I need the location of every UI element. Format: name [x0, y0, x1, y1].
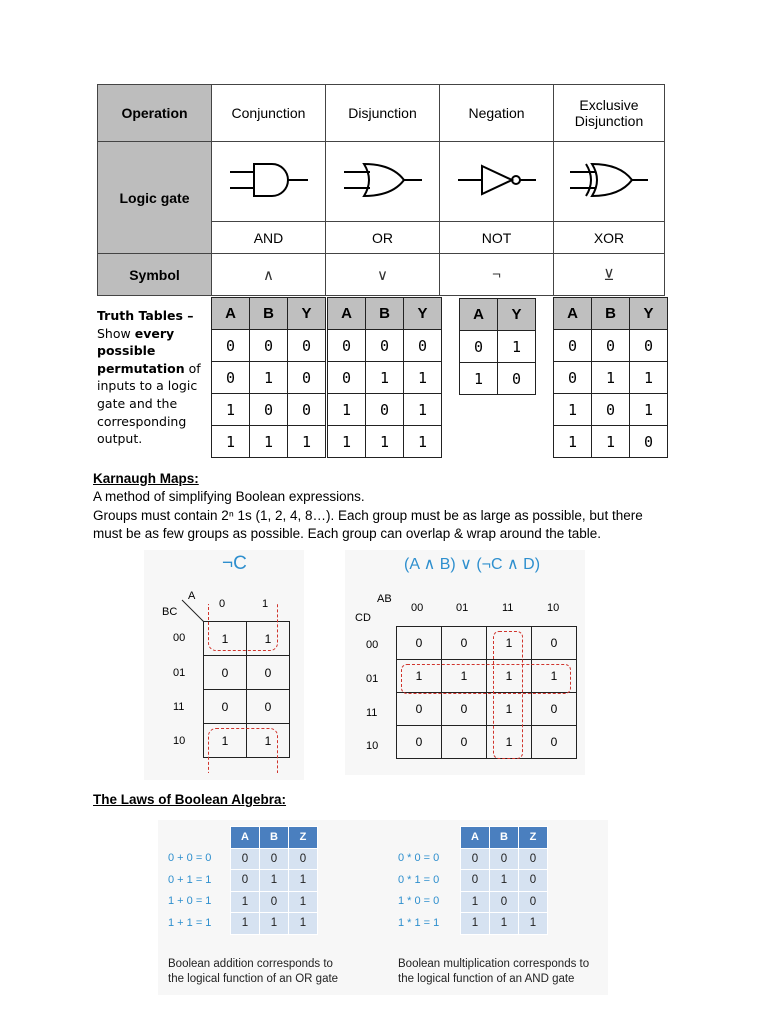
- symbol-not: ¬: [440, 254, 554, 296]
- truth-table-header-cell: Y: [498, 299, 536, 331]
- truth-table-cell: 1: [404, 362, 442, 394]
- truth-table-cell: 1: [630, 362, 668, 394]
- law-cell: 0: [490, 891, 519, 913]
- kmap-cell: 0: [204, 656, 247, 690]
- law-header-cell: B: [260, 827, 289, 849]
- truth-table-xor: [553, 297, 668, 458]
- laws-heading-text: The Laws of Boolean Algebra:: [93, 792, 287, 807]
- law-header-cell: B: [490, 827, 519, 849]
- truth-table-cell: 1: [498, 331, 536, 363]
- kmap1-group-bottom: [208, 728, 278, 773]
- truth-table-row: [554, 426, 668, 458]
- law-cell: 1: [289, 870, 318, 892]
- truth-table-cell: 1: [366, 426, 404, 458]
- xor-gate-icon: [554, 142, 665, 222]
- add-eq-3: 1 + 1 = 1: [168, 917, 212, 929]
- truth-table-cell: 1: [328, 394, 366, 426]
- law-header-cell: A: [461, 827, 490, 849]
- kmap1-col-var: A: [188, 590, 196, 602]
- kmap-cell: 1: [487, 693, 532, 726]
- kmap-cell: 0: [247, 690, 290, 724]
- karnaugh-line2: Groups must contain 2ⁿ 1s (1, 2, 4, 8…). Each group must be as large as possible, but there must be as few groups as possible. Each group can overlap & wrap around the table.: [93, 508, 643, 541]
- kmap2-row-2: 11: [366, 707, 378, 719]
- law-cell: 0: [519, 870, 548, 892]
- kmap2-col-2: 11: [502, 602, 514, 614]
- truth-table-cell: 1: [404, 394, 442, 426]
- desc-rest: of inputs to a logic gate and the corresponding output.: [97, 360, 201, 447]
- law-cell: 1: [289, 913, 318, 935]
- kmap-cell: 1: [487, 627, 532, 660]
- truth-table-cell: 1: [250, 362, 288, 394]
- kmap-cell: 1: [247, 724, 290, 758]
- truth-table-header-cell: A: [328, 298, 366, 330]
- gate-name-or: OR: [326, 222, 440, 254]
- kmap-cell: 0: [397, 726, 442, 759]
- truth-table-header-cell: Y: [630, 298, 668, 330]
- kmap1-row-3: 10: [173, 735, 186, 747]
- truth-table-not: [459, 298, 536, 395]
- truth-table-cell: 1: [250, 426, 288, 458]
- truth-table-header-cell: B: [250, 298, 288, 330]
- law-header-cell: Z: [519, 827, 548, 849]
- truth-table-cell: 1: [212, 394, 250, 426]
- add-eq-2: 1 + 0 = 1: [168, 895, 212, 907]
- truth-table-row: [554, 394, 668, 426]
- symbol-and: ∧: [212, 254, 326, 296]
- truth-table-header-cell: Y: [404, 298, 442, 330]
- law-cell: 1: [289, 891, 318, 913]
- law-cell: 1: [260, 913, 289, 935]
- law-cell: 0: [289, 848, 318, 870]
- kmap-cell: 1: [397, 660, 442, 693]
- kmap2-row-var: CD: [355, 612, 371, 624]
- truth-table-cell: 0: [212, 362, 250, 394]
- law-row: [461, 848, 548, 870]
- truth-tables-title: Truth Tables –: [97, 308, 194, 323]
- truth-table-cell: 0: [328, 362, 366, 394]
- law-row: [231, 891, 318, 913]
- or-gate-icon: [326, 142, 440, 222]
- law-cell: 1: [490, 870, 519, 892]
- truth-table-cell: 0: [250, 394, 288, 426]
- not-gate-icon: [440, 142, 554, 222]
- kmap-row: [397, 726, 577, 759]
- kmap1-row-var: BC: [162, 606, 178, 618]
- kmap-cell: 0: [532, 627, 577, 660]
- multiplication-caption-1: Boolean multiplication corresponds to: [398, 958, 590, 970]
- law-cell: 0: [461, 870, 490, 892]
- truth-table-cell: 1: [592, 362, 630, 394]
- kmap-cell: 0: [532, 693, 577, 726]
- truth-table-cell: 0: [288, 362, 326, 394]
- kmap2-col-1: 01: [456, 602, 469, 614]
- kmap-cell: 0: [442, 627, 487, 660]
- law-cell: 0: [461, 848, 490, 870]
- kmap-cell: 1: [204, 724, 247, 758]
- law-row: [461, 870, 548, 892]
- mul-eq-3: 1 * 1 = 1: [398, 917, 440, 929]
- law-cell: 0: [231, 848, 260, 870]
- kmap1-group-top: [208, 604, 278, 651]
- kmap-cell: 1: [532, 660, 577, 693]
- op-xor: Exclusive Disjunction: [554, 85, 665, 142]
- truth-table-row: [554, 330, 668, 362]
- law-header-cell: Z: [289, 827, 318, 849]
- law-cell: 0: [231, 870, 260, 892]
- symbol-header: Symbol: [98, 254, 212, 296]
- truth-table-header-row: [554, 298, 668, 330]
- addition-table: [230, 826, 318, 935]
- truth-table-header-row: [328, 298, 442, 330]
- kmap-row: [397, 693, 577, 726]
- kmap-row: [204, 656, 290, 690]
- law-cell: 1: [461, 913, 490, 935]
- op-disjunction: Disjunction: [326, 85, 440, 142]
- law-cell: 1: [231, 913, 260, 935]
- truth-table-cell: 1: [592, 426, 630, 458]
- kmap-cell: 1: [487, 726, 532, 759]
- kmap2-title: (A ∧ B) ∨ (¬C ∧ D): [404, 556, 541, 573]
- kmap2-col-var: AB: [377, 593, 392, 605]
- truth-table-row: [328, 362, 442, 394]
- kmap1-row-1: 01: [173, 667, 186, 679]
- law-cell: 0: [519, 891, 548, 913]
- truth-table-cell: 0: [404, 330, 442, 362]
- multiplication-table: [460, 826, 548, 935]
- truth-table-row: [212, 426, 326, 458]
- truth-table-cell: 0: [592, 330, 630, 362]
- law-cell: 1: [260, 870, 289, 892]
- truth-table-cell: 1: [212, 426, 250, 458]
- kmap1-corner-line: [178, 598, 206, 624]
- kmap-cell: 0: [247, 656, 290, 690]
- truth-table-header-cell: A: [212, 298, 250, 330]
- laws-heading: [93, 792, 286, 807]
- truth-table-cell: 1: [328, 426, 366, 458]
- truth-table-cell: 0: [592, 394, 630, 426]
- law-row: [231, 848, 318, 870]
- add-eq-0: 0 + 0 = 0: [168, 852, 212, 864]
- truth-table-cell: 0: [460, 331, 498, 363]
- kmap-cell: 1: [442, 660, 487, 693]
- truth-table-row: [554, 362, 668, 394]
- kmap2-row-0: 00: [366, 639, 379, 651]
- truth-table-row: [328, 330, 442, 362]
- kmap-cell: 1: [487, 660, 532, 693]
- truth-table-row: [460, 331, 536, 363]
- kmap-row: [397, 627, 577, 660]
- op-negation: Negation: [440, 85, 554, 142]
- law-cell: 1: [231, 891, 260, 913]
- truth-table-row: [460, 363, 536, 395]
- truth-table-header-row: [212, 298, 326, 330]
- law-cell: 1: [490, 913, 519, 935]
- truth-table-cell: 0: [630, 330, 668, 362]
- kmap1-col-1: 1: [262, 598, 269, 610]
- mul-eq-1: 0 * 1 = 0: [398, 874, 440, 886]
- kmap-cell: 0: [442, 726, 487, 759]
- gate-name-xor: XOR: [554, 222, 665, 254]
- law-cell: 0: [260, 891, 289, 913]
- truth-table-cell: 0: [366, 330, 404, 362]
- law-cell: 1: [519, 913, 548, 935]
- desc-every: every possible permutation: [97, 325, 185, 376]
- kmap-cell: 0: [532, 726, 577, 759]
- kmap-cell: 0: [397, 627, 442, 660]
- truth-table-cell: 1: [630, 394, 668, 426]
- truth-table-cell: 0: [498, 363, 536, 395]
- gate-name-not: NOT: [440, 222, 554, 254]
- truth-table-header-cell: B: [366, 298, 404, 330]
- truth-tables-description: [97, 307, 209, 448]
- truth-table-row: [212, 394, 326, 426]
- karnaugh-heading: [93, 471, 199, 486]
- truth-table-row: [328, 426, 442, 458]
- law-cell: 0: [490, 848, 519, 870]
- kmap1-col-0: 0: [219, 598, 226, 610]
- kmap2-col-3: 10: [547, 602, 560, 614]
- truth-table-cell: 0: [212, 330, 250, 362]
- kmap2-col-0: 00: [411, 602, 424, 614]
- truth-table-row: [328, 394, 442, 426]
- truth-table-cell: 0: [328, 330, 366, 362]
- truth-table-or: [327, 297, 442, 458]
- law-row: [231, 870, 318, 892]
- truth-table-and: [211, 297, 326, 458]
- kmap1-row-2: 11: [173, 701, 185, 713]
- truth-table-cell: 0: [554, 362, 592, 394]
- truth-table-cell: 0: [250, 330, 288, 362]
- law-cell: 1: [461, 891, 490, 913]
- kmap1-row-0: 00: [173, 632, 186, 644]
- addition-caption-2: the logical function of an OR gate: [168, 973, 339, 985]
- and-gate-icon: [212, 142, 326, 222]
- law-header-cell: A: [231, 827, 260, 849]
- truth-table-cell: 1: [554, 394, 592, 426]
- kmap-cell: 0: [442, 693, 487, 726]
- symbol-or: ∨: [326, 254, 440, 296]
- truth-table-cell: 1: [366, 362, 404, 394]
- kmap-cell: 1: [204, 622, 247, 656]
- symbol-xor: ⊻: [554, 254, 665, 296]
- law-header-row: [461, 827, 548, 849]
- truth-table-cell: 0: [630, 426, 668, 458]
- op-conjunction: Conjunction: [212, 85, 326, 142]
- truth-table-row: [212, 330, 326, 362]
- truth-table-header-cell: A: [460, 299, 498, 331]
- truth-table-cell: 0: [288, 394, 326, 426]
- add-eq-1: 0 + 1 = 1: [168, 874, 212, 886]
- law-cell: 0: [260, 848, 289, 870]
- truth-table-header-row: [460, 299, 536, 331]
- law-row: [231, 913, 318, 935]
- truth-table-row: [212, 362, 326, 394]
- multiplication-caption-2: the logical function of an AND gate: [398, 973, 575, 985]
- kmap-row: [204, 690, 290, 724]
- logic-gate-header: Logic gate: [98, 142, 212, 254]
- operation-header: Operation: [98, 85, 212, 142]
- kmap2-row-1: 01: [366, 673, 379, 685]
- truth-table-cell: 1: [460, 363, 498, 395]
- kmap1-title: ¬C: [222, 553, 247, 574]
- mul-eq-0: 0 * 0 = 0: [398, 852, 440, 864]
- truth-table-header-cell: A: [554, 298, 592, 330]
- kmap-cell: 0: [204, 690, 247, 724]
- addition-caption-1: Boolean addition corresponds to: [168, 958, 333, 970]
- kmap-cell: 0: [397, 693, 442, 726]
- operations-table: [97, 84, 665, 296]
- law-cell: 0: [519, 848, 548, 870]
- truth-table-cell: 0: [366, 394, 404, 426]
- kmap-cell: 1: [247, 622, 290, 656]
- gate-name-and: AND: [212, 222, 326, 254]
- truth-table-cell: 0: [288, 330, 326, 362]
- truth-table-header-cell: Y: [288, 298, 326, 330]
- truth-table-cell: 1: [288, 426, 326, 458]
- kmap2-row-3: 10: [366, 740, 379, 752]
- truth-table-cell: 0: [554, 330, 592, 362]
- truth-table-cell: 1: [554, 426, 592, 458]
- karnaugh-heading-text: Karnaugh Maps:: [93, 471, 199, 486]
- law-row: [461, 891, 548, 913]
- mul-eq-2: 1 * 0 = 0: [398, 895, 440, 907]
- law-header-row: [231, 827, 318, 849]
- karnaugh-line1: A method of simplifying Boolean expressions.: [93, 489, 365, 504]
- truth-table-cell: 1: [404, 426, 442, 458]
- truth-table-header-cell: B: [592, 298, 630, 330]
- desc-show: Show: [97, 325, 131, 341]
- kmap2-group-row: [401, 664, 571, 694]
- kmap2-group-column: [493, 631, 523, 759]
- law-row: [461, 913, 548, 935]
